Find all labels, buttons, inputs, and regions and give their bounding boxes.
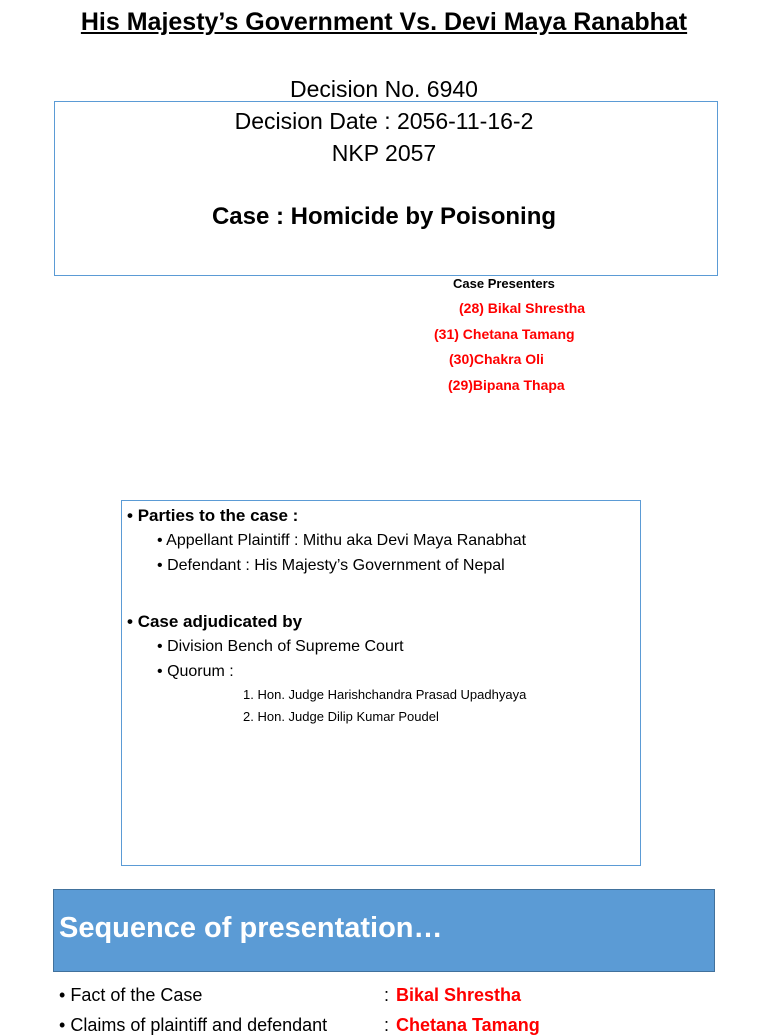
case-title: Case : Homicide by Poisoning [211, 203, 557, 230]
adjudicated-heading [127, 612, 302, 632]
bullet: • [59, 985, 66, 1005]
sequence-title: Sequence of presentation… [59, 912, 443, 944]
nkp-citation: NKP 2057 [331, 140, 437, 166]
sequence-row-colon: : [384, 985, 390, 1005]
sequence-row-colon: : [384, 1015, 390, 1035]
parties-heading-label: Parties to the case : [137, 506, 299, 525]
bullet: • [59, 1015, 66, 1035]
case-info-box [121, 500, 641, 866]
judge-item [243, 687, 526, 702]
sequence-row-label [59, 985, 202, 1006]
presenter-item: (31) Chetana Tamang [434, 326, 575, 342]
adjudicated-heading-label: Case adjudicated by [137, 612, 303, 631]
bullet: • [157, 638, 163, 655]
appellant-line [157, 532, 526, 550]
quorum-line [157, 663, 234, 681]
sequence-row-text: Fact of the Case [70, 985, 203, 1005]
judge-number: 2. [243, 709, 254, 724]
defendant-line [157, 557, 505, 575]
parties-heading [127, 506, 298, 526]
bullet: • [157, 557, 163, 574]
bullet: • [127, 612, 133, 631]
judge-item [243, 709, 439, 724]
sequence-row-presenter: Chetana Tamang [396, 1015, 540, 1035]
defendant-text: Defendant : His Majesty’s Government of Nepal [167, 557, 505, 574]
judge-name: Hon. Judge Dilip Kumar Poudel [257, 709, 439, 724]
presenter-item: (28) Bikal Shrestha [459, 300, 586, 316]
presenter-item: (30)Chakra Oli [449, 351, 544, 367]
page-title: His Majesty’s Government Vs. Devi Maya Ranabhat [80, 8, 688, 36]
decision-date: Decision Date : 2056-11-16-2 [234, 108, 534, 134]
presenter-item: (29)Bipana Thapa [448, 377, 565, 393]
sequence-row-text: Claims of plaintiff and defendant [70, 1015, 328, 1035]
appellant-text: Appellant Plaintiff : Mithu aka Devi Maya Ranabhat [166, 532, 527, 549]
sequence-row-label [59, 1015, 327, 1036]
bench-text: Division Bench of Supreme Court [167, 638, 404, 655]
bullet: • [157, 532, 163, 549]
presenters-heading: Case Presenters [453, 276, 555, 291]
decision-number: Decision No. 6940 [290, 76, 478, 102]
bullet: • [127, 506, 133, 525]
bullet: • [157, 663, 163, 680]
judge-number: 1. [243, 687, 254, 702]
bench-line [157, 638, 404, 656]
sequence-row-presenter: Bikal Shrestha [396, 985, 522, 1005]
quorum-label: Quorum : [167, 663, 234, 680]
judge-name: Hon. Judge Harishchandra Prasad Upadhyaya [257, 687, 527, 702]
